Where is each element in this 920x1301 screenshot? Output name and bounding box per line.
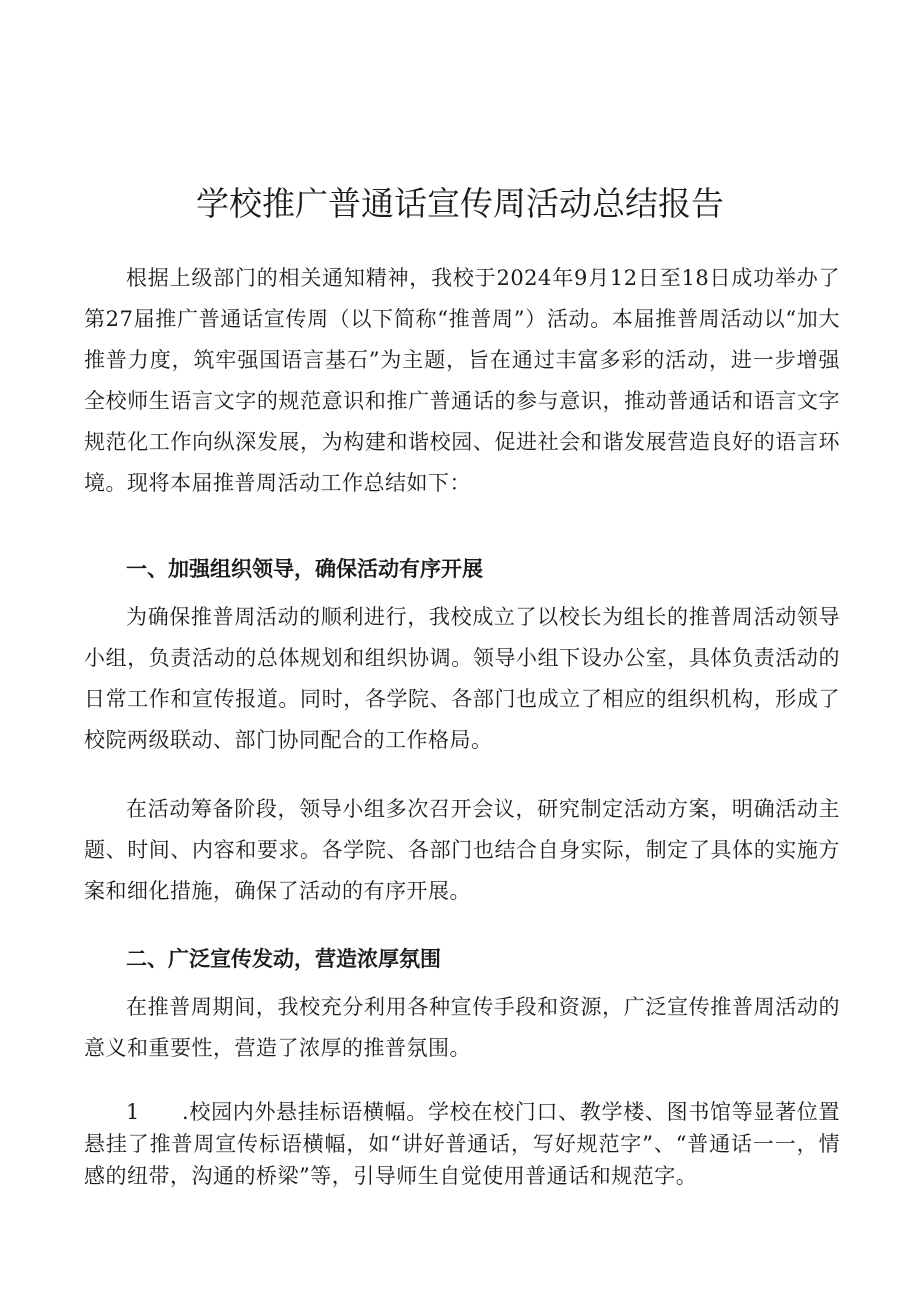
intro-paragraph: 根据上级部门的相关通知精神，我校于2024年9月12日至18日成功举办了第27届推广普通话宣传周（以下简称“推普周”）活动。本届推普周活动以“加大推普力度，筑牢强国语言基石”为主题，旨在通过丰富多彩的活动，进一步增强全校师生语言文字的规范意识和推广普通话的参与意识，推动普通话和语言文字规范化工作向纵深发展，为构建和谐校园、促进社会和谐发展营造良好的语言环境。现将本届推普周活动工作总结如下： bbox=[84, 266, 840, 495]
list-item-number: 1 bbox=[126, 1100, 140, 1124]
section-1-paragraph-2: 在活动筹备阶段，领导小组多次召开会议，研究制定活动方案，明确活动主题、时间、内容和要求。各学院、各部门也结合自身实际，制定了具体的实施方案和细化措施，确保了活动的有序开展。 bbox=[84, 797, 840, 903]
list-item-text: .校园内外悬挂标语横幅。学校在校门口、教学楼、图书馆等显著位置悬挂了推普周宣传标语横幅，如“讲好普通话，写好规范字”、“普通话一一，情感的纽带，沟通的桥梁”等，引导师生自觉使用普通话和规范字。 bbox=[84, 1100, 840, 1188]
section-1-paragraph-1: 为确保推普周活动的顺利进行，我校成立了以校长为组长的推普周活动领导小组，负责活动的总体规划和组织协调。领导小组下设办公室，具体负责活动的日常工作和宣传报道。同时，各学院、各部门也成立了相应的组织机构，形成了校院两级联动、部门协同配合的工作格局。 bbox=[84, 605, 840, 752]
section-2-heading: 二、广泛宣传发动，营造浓厚氛围 bbox=[126, 947, 441, 971]
document-title: 学校推广普通话宣传周活动总结报告 bbox=[196, 184, 724, 224]
section-1-heading: 一、加强组织领导，确保活动有序开展 bbox=[126, 557, 483, 581]
section-2-list-item-1 bbox=[84, 1096, 840, 1192]
section-2-paragraph-1: 在推普周期间，我校充分利用各种宣传手段和资源，广泛宣传推普周活动的意义和重要性，营造了浓厚的推普氛围。 bbox=[84, 995, 840, 1060]
